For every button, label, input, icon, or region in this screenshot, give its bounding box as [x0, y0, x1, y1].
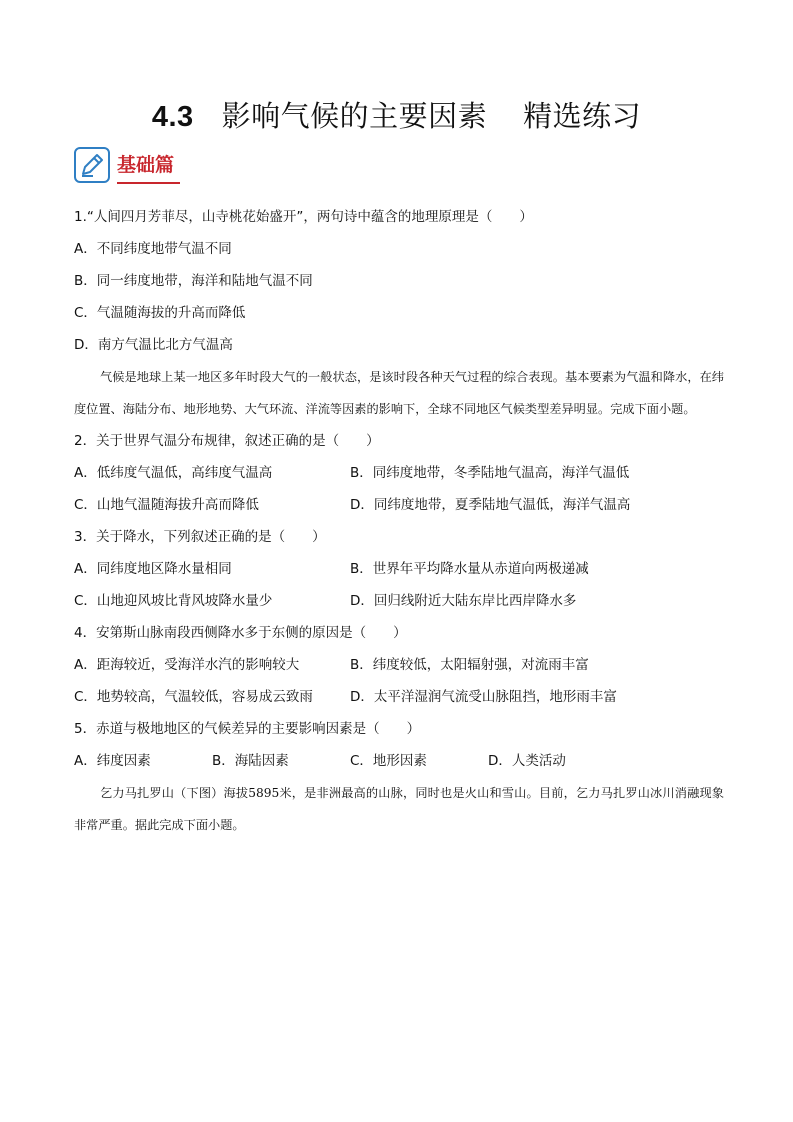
q2-options-row-2: [74, 489, 734, 521]
q3-option-d: D．回归线附近大陆东岸比西岸降水多: [350, 593, 577, 609]
q3-options-row-2: [74, 585, 734, 617]
q3-options-row-1: [74, 553, 734, 585]
q4-options-row-2: [74, 681, 734, 713]
q5-option-b: B．海陆因素: [212, 753, 289, 769]
q4-option-b: B．纬度较低，太阳辐射强，对流雨丰富: [350, 657, 589, 673]
q2-option-c: C．山地气温随海拔升高而降低: [74, 497, 259, 513]
climate-passage: 气候是地球上某一地区多年时段大气的一般状态，是该时段各种天气过程的综合表现。基本要素为气温和降水，在纬度位置、海陆分布、地形地势、大气环流、洋流等因素的影响下，全球不同地区气候类型差异明显。完成下面小题。: [74, 370, 724, 416]
q5-option-a: A．纬度因素: [74, 753, 151, 769]
pencil-edit-icon: [74, 147, 110, 183]
q2-option-b: B．同纬度地带，冬季陆地气温高，海洋气温低: [350, 465, 630, 481]
q3-option-b: B．世界年平均降水量从赤道向两极递减: [350, 561, 589, 577]
q5-options-row: [74, 745, 734, 777]
q4-option-c: C．地势较高，气温较低，容易成云致雨: [74, 689, 313, 705]
question-5-stem: 5．赤道与极地地区的气候差异的主要影响因素是（ ）: [74, 721, 421, 737]
q1-option-c: C．气温随海拔的升高而降低: [74, 305, 246, 321]
kilimanjaro-passage: 乞力马扎罗山（下图）海拔5895米，是非洲最高的山脉，同时也是火山和雪山。目前，乞力马扎罗山冰川消融现象非常严重。据此完成下面小题。: [74, 786, 724, 832]
section-header: [74, 144, 174, 186]
q1-option-a: A．不同纬度地带气温不同: [74, 241, 232, 257]
question-2-stem: 2．关于世界气温分布规律，叙述正确的是（ ）: [74, 433, 380, 449]
q4-options-row-1: [74, 649, 734, 681]
q2-option-d: D．同纬度地带，夏季陆地气温低，海洋气温高: [350, 497, 631, 513]
q3-option-c: C．山地迎风坡比背风坡降水量少: [74, 593, 273, 609]
title-number: 4.3: [151, 101, 194, 133]
section-label: 基础篇: [117, 150, 174, 180]
title-suffix: 精选练习: [523, 99, 642, 133]
q2-option-a: A．低纬度气温低，高纬度气温高: [74, 465, 273, 481]
page-title: [0, 96, 793, 137]
q4-option-d: D．太平洋湿润气流受山脉阻挡，地形雨丰富: [350, 689, 617, 705]
title-main: 影响气候的主要因素: [221, 99, 488, 133]
q5-option-d: D．人类活动: [488, 753, 566, 769]
worksheet-content: [74, 201, 734, 841]
q2-options-row-1: [74, 457, 734, 489]
q5-option-c: C．地形因素: [350, 753, 427, 769]
q3-option-a: A．同纬度地区降水量相同: [74, 561, 232, 577]
question-1-stem: 1.“人间四月芳菲尽，山寺桃花始盛开”，两句诗中蕴含的地理原理是（ ）: [74, 209, 533, 225]
q4-option-a: A．距海较近，受海洋水汽的影响较大: [74, 657, 300, 673]
q1-option-d: D．南方气温比北方气温高: [74, 337, 233, 353]
question-3-stem: 3．关于降水，下列叙述正确的是（ ）: [74, 529, 326, 545]
q1-option-b: B．同一纬度地带，海洋和陆地气温不同: [74, 273, 313, 289]
question-4-stem: 4．安第斯山脉南段西侧降水多于东侧的原因是（ ）: [74, 625, 407, 641]
